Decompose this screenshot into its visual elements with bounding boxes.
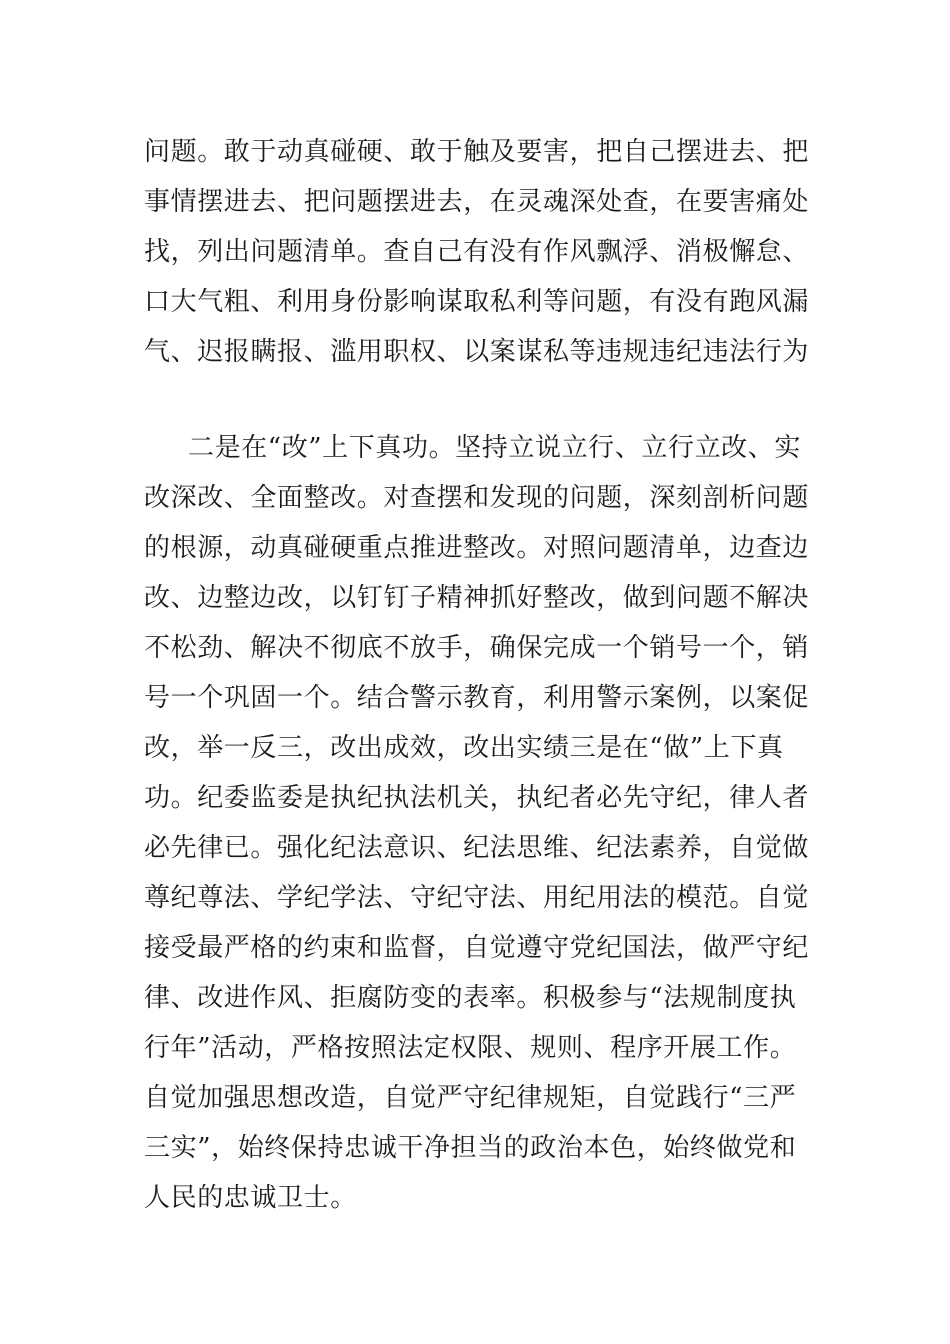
text-line: 人民的忠诚卫士。 (144, 1183, 357, 1213)
text-line: 功。纪委监委是执纪执法机关，执纪者必先守纪，律人者 (144, 783, 810, 813)
text-line: 接受最严格的约束和监督，自觉遵守党纪国法，做严守纪 (144, 933, 810, 963)
text-line-indented: 二是在“改”上下真功。坚持立说立行、立行立改、实 (188, 433, 801, 463)
text-line: 改深改、全面整改。对查摆和发现的问题，深刻剖析问题 (144, 483, 810, 513)
text-line: 改，举一反三，改出成效，改出实绩三是在“做”上下真 (144, 733, 784, 763)
text-line: 必先律已。强化纪法意识、纪法思维、纪法素养，自觉做 (144, 833, 810, 863)
text-line: 号一个巩固一个。结合警示教育，利用警示案例，以案促 (144, 683, 810, 713)
text-line: 律、改进作风、拒腐防变的表率。积极参与“法规制度执 (144, 983, 797, 1013)
text-line: 问题。敢于动真碰硬、敢于触及要害，把自己摆进去、把 (144, 137, 810, 167)
text-line: 找，列出问题清单。查自己有没有作风飘浮、消极懈怠、 (144, 237, 810, 267)
text-line: 事情摆进去、把问题摆进去，在灵魂深处查，在要害痛处 (144, 187, 810, 217)
text-line: 口大气粗、利用身份影响谋取私利等问题，有没有跑风漏 (144, 287, 810, 317)
text-line: 尊纪尊法、学纪学法、守纪守法、用纪用法的模范。自觉 (144, 883, 810, 913)
text-line: 改、边整边改，以钉钉子精神抓好整改，做到问题不解决 (144, 583, 810, 613)
text-line: 不松劲、解决不彻底不放手，确保完成一个销号一个，销 (144, 633, 810, 663)
text-line: 自觉加强思想改造，自觉严守纪律规矩，自觉践行“三严 (144, 1083, 797, 1113)
text-line: 行年”活动，严格按照法定权限、规则、程序开展工作。 (144, 1033, 797, 1063)
text-line: 的根源，动真碰硬重点推进整改。对照问题清单，边查边 (144, 533, 810, 563)
text-line: 气、迟报瞒报、滥用职权、以案谋私等违规违纪违法行为 (144, 337, 810, 367)
text-line: 三实”，始终保持忠诚干净担当的政治本色，始终做党和 (144, 1133, 797, 1163)
